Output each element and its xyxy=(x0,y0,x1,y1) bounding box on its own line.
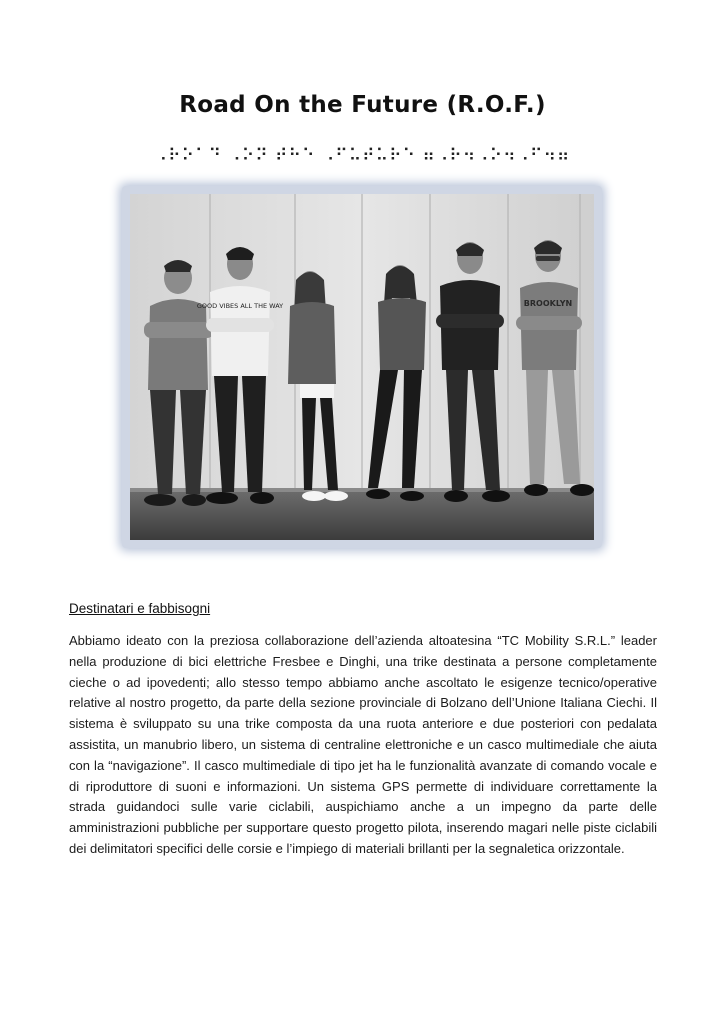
group-photo xyxy=(130,194,594,540)
group-photo-illustration xyxy=(130,194,594,540)
group-photo-frame xyxy=(122,186,602,548)
shirt-text-good-vibes: GOOD VIBES ALL THE WAY xyxy=(196,302,284,310)
document-title: Road On the Future (R.O.F.) xyxy=(179,92,546,118)
shirt-text-brooklyn: BROOKLYN xyxy=(523,299,573,308)
section-paragraph: Abbiamo ideato con la preziosa collaborazione dell’azienda altoatesina “TC Mobility S.R.L.” leader nella produzione di bici elettriche Fresbee e Dinghi, una trike destinata a persone completamente cieche o ad ipovedenti; allo stesso tempo abbiamo anche ascoltato le esigenze tecnico/operative relative al nostro progetto, da parte della sezione provinciale di Bolzano dell’Unione Italiana Ciechi. Il sistema è sviluppato su una trike composta da una ruota anteriore e due posteriori con pedalata assistita, un manubrio libero, un sistema di centraline elettroniche e un casco multimediale che aiuta con la “navigazione”. Il casco multimediale di tipo jet ha le funzionalità avanzate di comando vocale e di riproduttore di suoni e informazioni. Un sistema GPS permette di individuare correttamente la strada guidandoci sulle varie ciclabili, auspichiamo anche a un impegno da parte delle amministrazioni pubbliche per supportare questo progetto pilota, inserendo magari nelle piste ciclabili dei delimitatori specifici delle corsie e l’impiego di materiali brillanti per la segnaletica orizzontale. xyxy=(69,633,657,856)
braille-title: ⠠⠗⠕⠁⠙ ⠠⠕⠝ ⠞⠓⠑ ⠠⠋⠥⠞⠥⠗⠑ ⠶⠠⠗⠲⠠⠕⠲⠠⠋⠲⠶ xyxy=(154,146,571,166)
section-heading: Destinatari e fabbisogni xyxy=(69,601,211,616)
